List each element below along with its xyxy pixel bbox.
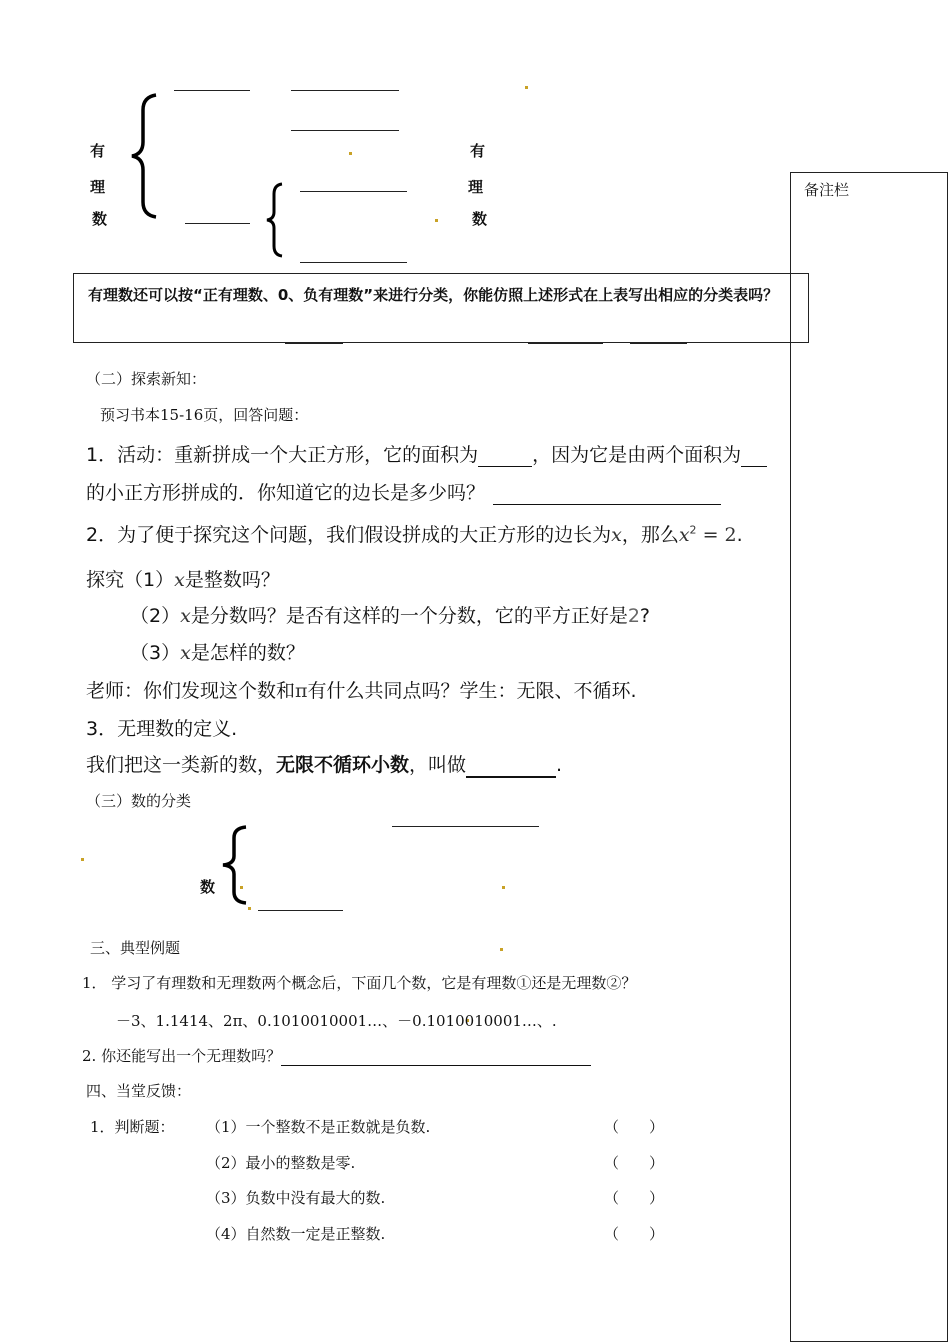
q2-var-x: x: [611, 524, 622, 546]
tree1-left-char-1: 有: [90, 142, 106, 160]
tree3-blank-2[interactable]: [258, 910, 343, 911]
examples-q2: [82, 1045, 591, 1066]
q1-line1: [86, 440, 767, 467]
judge-answer-1[interactable]: （ ）: [604, 1118, 665, 1136]
explore-3-prefix: （3）: [130, 642, 181, 664]
q3-line: 3．无理数的定义.: [86, 718, 238, 740]
section2-heading: （二）探索新知：: [86, 370, 207, 388]
stray-dot: [349, 152, 352, 155]
q1-blank-small-area[interactable]: [741, 444, 767, 467]
explore-3-var: x: [180, 642, 191, 664]
tree1-blank-2[interactable]: [291, 90, 399, 91]
explore-2-prefix: （2）: [130, 605, 181, 627]
teacher-line: [86, 676, 637, 703]
definition-end: .: [556, 754, 563, 776]
stray-dot: [502, 886, 505, 889]
q2-eq-exp: 2: [689, 523, 697, 537]
section3-heading: （三）数的分类: [86, 792, 192, 810]
tree-blank-below-2[interactable]: [528, 343, 603, 344]
q2-eq-rest: = 2: [696, 524, 737, 546]
stray-dot: [240, 886, 243, 889]
feedback-heading: 四、当堂反馈：: [86, 1082, 192, 1100]
teacher-text-2: 有什么共同点吗？学生：无限、不循环.: [307, 680, 637, 702]
tree1-left-char-2: 理: [90, 178, 106, 196]
examples-numbers: －3、1.1414、2π、0.1010010001…、－0.1010010001…、.: [116, 1012, 557, 1030]
teacher-text-1: 老师：你们发现这个数和: [86, 680, 296, 702]
tree3-brace: [218, 824, 252, 906]
q1-text-3: 的小正方形拼成的．你知道它的边长是多少吗？: [86, 482, 486, 504]
judge-answer-2[interactable]: （ ）: [604, 1154, 665, 1172]
task-box: 有理数还可以按“正有理数、0、负有理数”来进行分类，你能仿照上述形式在上表写出相应的分类表吗？: [73, 273, 809, 343]
definition-blank[interactable]: [466, 754, 556, 778]
explore-1-prefix: 探究（1）: [86, 569, 175, 591]
q1-text-2: ，因为它是由两个面积为: [532, 444, 742, 466]
notes-column: [790, 172, 948, 1342]
q1-blank-area[interactable]: [478, 444, 532, 467]
q2-eq-base: x: [678, 524, 690, 546]
tree-blank-below-1[interactable]: [285, 343, 343, 344]
explore-1: [86, 565, 280, 592]
tree1-blank-4[interactable]: [300, 191, 407, 192]
definition-bold: 无限不循环小数: [276, 754, 410, 776]
examples-heading: 三、典型例题: [90, 939, 181, 957]
tree1-big-brace: [128, 92, 162, 220]
q2-text-1: 2．为了便于探究这个问题，我们假设拼成的大正方形的边长为: [86, 524, 612, 546]
q2-line: [86, 520, 743, 547]
examples-q2-blank[interactable]: [281, 1047, 591, 1066]
q1-line2: [86, 478, 721, 505]
definition-text-1: 我们把这一类新的数，: [86, 754, 277, 776]
explore-2-num: 2: [627, 605, 640, 627]
judge-item-1: （1）一个整数不是正数就是负数.: [206, 1118, 431, 1136]
stray-dot: [81, 858, 84, 861]
tree1-small-brace: [264, 182, 286, 258]
tree2-char-1: 有: [470, 142, 486, 160]
explore-2: [130, 601, 650, 628]
feedback-lead: 1．判断题：: [90, 1118, 175, 1136]
explore-3: [130, 638, 305, 665]
definition-text-2: ，叫做: [409, 754, 467, 776]
section2-intro: 预习书本15-16页，回答问题：: [100, 406, 309, 424]
judge-item-3: （3）负数中没有最大的数.: [206, 1189, 386, 1207]
stray-dot: [500, 948, 503, 951]
examples-q1: 1． 学习了有理数和无理数两个概念后，下面几个数，它是有理数①还是无理数②？: [82, 974, 637, 992]
q1-text-1: 1．活动：重新拼成一个大正方形，它的面积为: [86, 444, 479, 466]
tree3-blank-1[interactable]: [392, 826, 539, 827]
judge-answer-3[interactable]: （ ）: [604, 1189, 665, 1207]
tree1-left-char-3: 数: [92, 210, 108, 228]
explore-2-end: ?: [639, 605, 651, 627]
tree-blank-below-3[interactable]: [630, 343, 687, 344]
q1-blank-side[interactable]: [493, 482, 721, 505]
tree2-char-3: 数: [472, 210, 488, 228]
tree2-char-2: 理: [468, 178, 484, 196]
q2-text-2: ，那么: [621, 524, 679, 546]
tree1-blank-1[interactable]: [174, 90, 250, 91]
stray-dot: [248, 907, 251, 910]
teacher-pi: π: [295, 680, 308, 702]
judge-item-4: （4）自然数一定是正整数.: [206, 1225, 386, 1243]
stray-dot: [435, 219, 438, 222]
tree1-blank-6[interactable]: [300, 262, 407, 263]
judge-item-2: （2）最小的整数是零.: [206, 1154, 356, 1172]
explore-2-text: 是分数吗？是否有这样的一个分数，它的平方正好是: [190, 605, 628, 627]
definition-line: [86, 750, 562, 778]
explore-2-var: x: [180, 605, 191, 627]
tree1-blank-3[interactable]: [291, 130, 399, 131]
notes-title: 备注栏: [804, 181, 850, 199]
tree3-label: 数: [200, 878, 216, 896]
explore-1-var: x: [174, 569, 185, 591]
explore-3-text: 是怎样的数？: [190, 642, 305, 664]
tree1-blank-5[interactable]: [185, 223, 250, 224]
stray-dot: [525, 86, 528, 89]
judge-answer-4[interactable]: （ ）: [604, 1225, 665, 1243]
q2-end: .: [736, 524, 743, 546]
explore-1-text: 是整数吗？: [184, 569, 280, 591]
examples-q2-text: 2. 你还能写出一个无理数吗？: [82, 1047, 282, 1065]
